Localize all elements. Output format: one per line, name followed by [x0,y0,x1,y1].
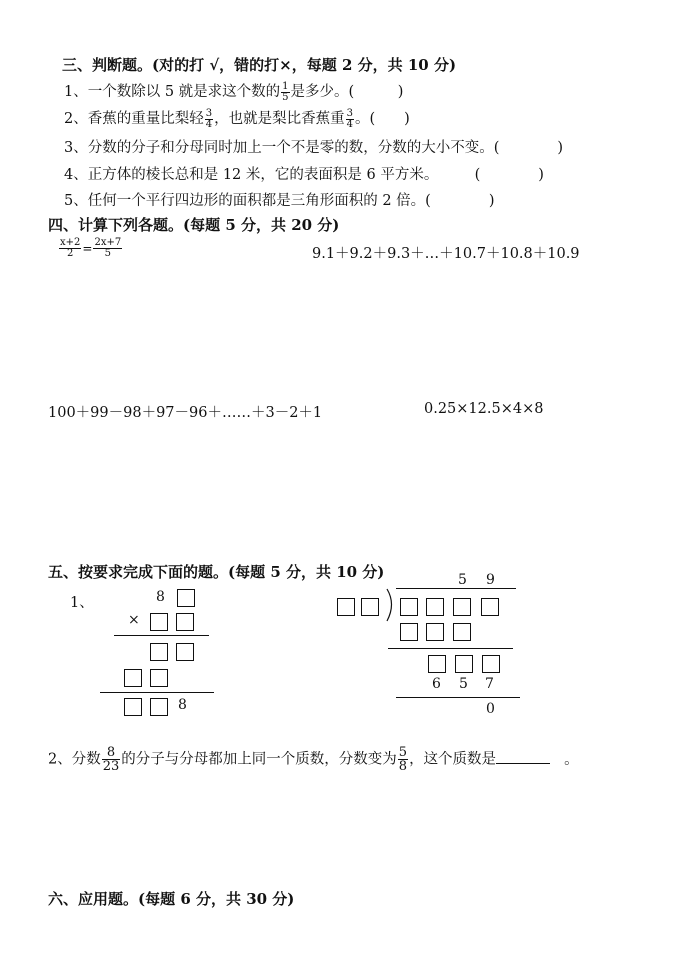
calc-problem-2: 9.1＋9.2＋9.3＋…＋10.7＋10.8＋10.9 [312,246,580,262]
fraction: $\frac{3}{4}$ [346,107,353,130]
division-bar [396,588,516,589]
q2-text-end: 。 [564,751,579,768]
judge-item-3: 3、分数的分子和分母同时加上一个不是零的数，分数的大小不变。( ) [64,140,564,156]
digit: 5 [459,676,468,692]
digit: 6 [432,676,441,692]
q2-text-pre: 2、分数 [48,751,101,768]
section5-title: 五、按要求完成下面的题。(每题 5 分，共 10 分) [48,563,385,581]
blank-box[interactable] [453,623,471,641]
equation [58,238,123,259]
dividend-box[interactable] [426,598,444,616]
judge-item-2-text: 2、香蕉的重量比梨轻 [64,111,204,127]
q1-label: 1、 [70,595,94,611]
equation-left-fraction: $\frac{x+2}{2}$ [60,237,81,259]
divider-line [100,692,214,693]
divisor-box[interactable] [337,598,355,616]
blank-box[interactable] [124,698,142,716]
blank-box[interactable] [150,698,168,716]
quotient-digit: 9 [486,572,495,588]
fraction: $\frac{5}{8}$ [398,745,408,774]
divider-line [396,697,520,698]
section6-title: 六、应用题。(每题 6 分，共 30 分) [48,890,295,908]
judge-item-1 [64,80,403,103]
digit: 8 [178,697,187,713]
judge-item-1-text: 1、一个数除以 5 就是求这个数的 [64,84,281,100]
q2-line [48,746,579,773]
blank-box[interactable] [400,623,418,641]
calc-problem-3: 100＋99－98＋97－96＋……＋3－2＋1 [48,405,323,421]
blank-box[interactable] [482,655,500,673]
dividend-box[interactable] [400,598,418,616]
q2-text-mid: 的分子与分母都加上同一个质数，分数变为 [121,751,397,768]
digit: 7 [485,676,494,692]
section3-title: 三、判断题。(对的打 √，错的打×，每题 2 分，共 10 分) [62,56,457,74]
quotient-digit: 5 [458,572,467,588]
dividend-box[interactable] [481,598,499,616]
fraction: $\frac{3}{4}$ [205,107,213,130]
section4-title: 四、计算下列各题。(每题 5 分，共 20 分) [48,216,340,234]
answer-blank[interactable] [496,749,550,764]
fraction: $\frac{8}{23}$ [102,745,120,774]
blank-box[interactable] [428,655,446,673]
judge-item-1-answer: 是多少。( ) [290,84,404,100]
fraction: $\frac{1}{5}$ [282,80,289,103]
times-sign: × [128,612,140,628]
equation-right-fraction: $\frac{2x+7}{5}$ [94,237,122,259]
blank-box[interactable] [176,613,194,631]
blank-box[interactable] [176,643,194,661]
blank-box[interactable] [426,623,444,641]
divider-line [114,635,209,636]
divider-line [388,648,513,649]
blank-box[interactable] [177,589,195,607]
blank-box[interactable] [150,643,168,661]
equals-sign: = [82,241,93,256]
dividend-box[interactable] [453,598,471,616]
judge-item-4: 4、正方体的棱长总和是 12 米，它的表面积是 6 平方米。 ( ) [64,167,544,183]
judge-item-2-text-mid: ，也就是梨比香蕉重 [214,111,345,127]
blank-box[interactable] [124,669,142,687]
remainder-digit: 0 [486,701,495,717]
judge-item-2-answer: 。( ) [354,111,410,127]
calc-problem-4: 0.25×12.5×4×8 [424,401,544,417]
digit: 8 [156,589,165,605]
blank-box[interactable] [150,669,168,687]
blank-box[interactable] [150,613,168,631]
judge-item-2 [64,107,410,130]
q2-text-post: ，这个质数是 [409,751,497,768]
division-bracket-icon [384,588,400,622]
blank-box[interactable] [455,655,473,673]
divisor-box[interactable] [361,598,379,616]
judge-item-5: 5、任何一个平行四边形的面积都是三角形面积的 2 倍。( ) [64,193,495,209]
